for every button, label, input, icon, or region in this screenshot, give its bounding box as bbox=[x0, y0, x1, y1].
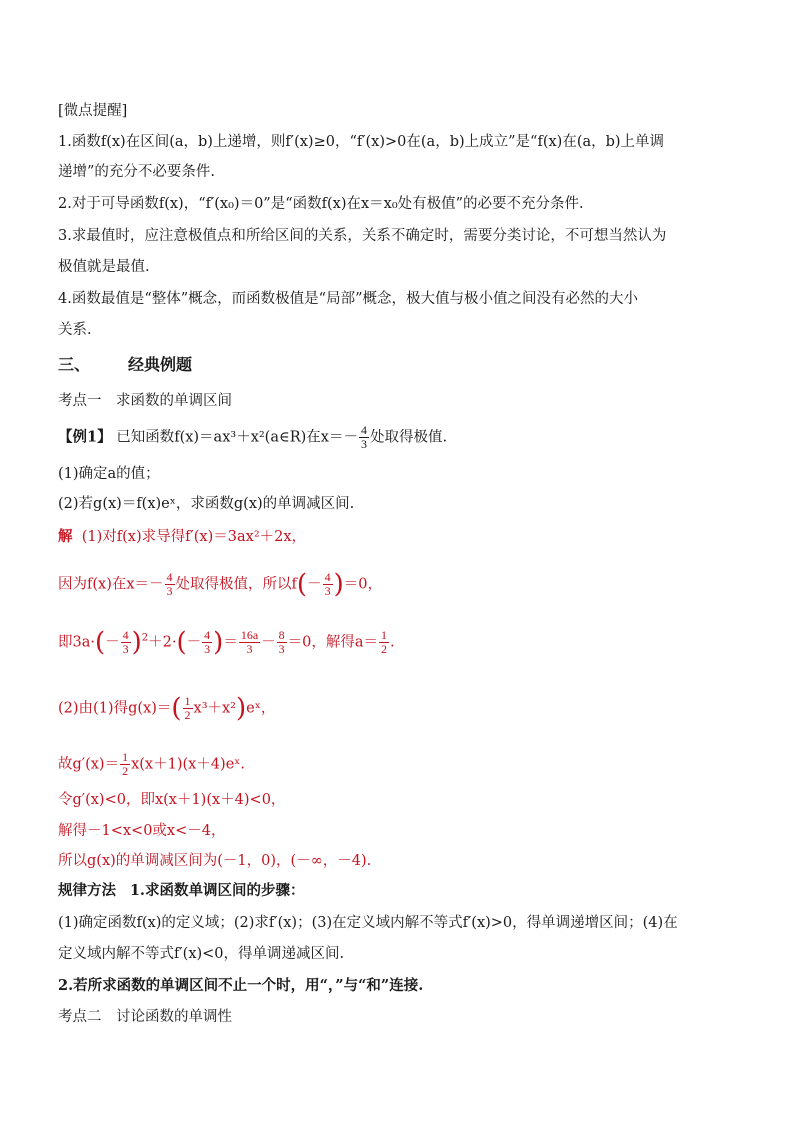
s3-frac-4 bbox=[277, 629, 287, 656]
fraction-numerator: 4 bbox=[360, 423, 367, 437]
s3-text-g: ＝0，解得a＝ bbox=[287, 634, 379, 651]
s4-frac bbox=[183, 695, 193, 722]
tip-4-line-2: 关系. bbox=[58, 322, 92, 338]
method-line-1: (1)确定函数f(x)的定义域；(2)求f′(x)；(3)在定义域内解不等式f′(x)>0，得单调递增区间；(4)在 bbox=[58, 915, 678, 931]
frac-num: 8 bbox=[278, 628, 285, 642]
tip-1-line-1: 1.函数f(x)在区间(a，b)上递增，则f′(x)≥0，“f′(x)>0在(a，b)上成立”是“f(x)在(a，b)上单调 bbox=[58, 134, 665, 150]
s3-frac-2 bbox=[202, 629, 212, 656]
s3-plus: ＋2· bbox=[148, 634, 177, 651]
method-line-3: 2.若所求函数的单调区间不止一个时，用“，”与“和”连接. bbox=[58, 977, 424, 994]
frac-num: 4 bbox=[204, 628, 211, 642]
method-line-2: 定义域内解不等式f′(x)<0，得单调递减区间. bbox=[58, 946, 345, 962]
s2-frac-1 bbox=[165, 571, 175, 598]
solution-step-4: (2)由(1)得g(x)＝( $\frac{1}{2}$ x³＋x²)eˣ， bbox=[58, 693, 276, 724]
solution-step-7: 解得－1<x<0或x<－4， bbox=[58, 823, 226, 839]
method-title: 1.求函数单调区间的步骤： bbox=[129, 882, 305, 899]
method-heading bbox=[58, 881, 724, 901]
s3-frac-1 bbox=[121, 629, 131, 656]
frac-num: 4 bbox=[324, 570, 331, 584]
s5-text-b: x(x＋1)(x＋4)eˣ. bbox=[131, 756, 246, 773]
s2-text-a: 因为f(x)在x＝－ bbox=[58, 576, 164, 593]
example-part-1: (1)确定a的值； bbox=[58, 466, 160, 482]
frac-den: 3 bbox=[204, 642, 211, 656]
s4-text-a: (2)由(1)得g(x)＝ bbox=[58, 700, 172, 717]
frac-den: 3 bbox=[122, 642, 129, 656]
solution-label: 解 bbox=[58, 528, 73, 545]
frac-num: 4 bbox=[122, 628, 129, 642]
method-label: 规律方法 bbox=[58, 882, 116, 899]
frac-num: 1 bbox=[184, 694, 191, 708]
solution-step-5 bbox=[58, 751, 724, 778]
section-title: 经典例题 bbox=[128, 355, 193, 374]
solution-step-2: 因为f(x)在x＝－ $\frac{4}{3}$ 处取得极值，所以f(－ $\frac{4}{3}$ )＝0， bbox=[58, 569, 382, 600]
s3-minus-1: － bbox=[105, 634, 120, 651]
frac-den: 3 bbox=[166, 584, 173, 598]
s2-text-d: ＝0， bbox=[343, 576, 382, 593]
solution-step-3: 即3a·(－ $\frac{4}{3}$ )$^2$＋2·(－ $\frac{4}{3}$ )＝ $\frac{16a}{3}$ － $\frac{8}{3}$ ＝0，解得a＝ $\frac{1}{2}$ . bbox=[58, 627, 395, 658]
example-label: 【例1】 bbox=[58, 428, 112, 446]
tip-3-line-2: 极值就是最值. bbox=[58, 259, 150, 275]
s3-minus-3: － bbox=[261, 634, 276, 651]
frac-den: 3 bbox=[278, 642, 285, 656]
s3-minus-2: － bbox=[186, 634, 202, 651]
tip-4-line-1: 4.函数最值是“整体”概念，而函数极值是“局部”概念，极大值与极小值之间没有必然的大小 bbox=[58, 291, 638, 307]
tip-2: 2.对于可导函数f(x)，“f′(x₀)＝0”是“函数f(x)在x＝x₀处有极值”的必要不充分条件. bbox=[58, 196, 584, 212]
s3-equals: ＝ bbox=[223, 634, 238, 651]
s3-frac-5 bbox=[379, 629, 389, 656]
solution-step-1-text: (1)对f(x)求导得f′(x)＝3ax²＋2x， bbox=[81, 529, 307, 545]
topic-2-title: 考点二 讨论函数的单调性 bbox=[58, 1009, 232, 1025]
topic-1-title: 考点一 求函数的单调区间 bbox=[58, 393, 232, 409]
frac-num: 4 bbox=[166, 570, 173, 584]
s4-text-c: eˣ， bbox=[246, 700, 276, 717]
frac-den: 2 bbox=[381, 642, 388, 656]
s2-frac-2 bbox=[323, 571, 333, 598]
s2-text-b: 处取得极值，所以f bbox=[175, 576, 297, 593]
s3-text-a: 即3a· bbox=[58, 634, 95, 651]
fraction-denominator: 3 bbox=[360, 437, 367, 451]
frac-den: 2 bbox=[122, 764, 129, 778]
frac-num: 16a bbox=[240, 628, 259, 642]
frac-den: 2 bbox=[184, 708, 191, 722]
s5-frac bbox=[120, 751, 130, 778]
example-text-before: 已知函数f(x)＝ax³＋x²(a∈R)在x＝－ bbox=[116, 429, 358, 446]
example-fraction bbox=[359, 424, 369, 451]
tips-header: [微点提醒] bbox=[58, 103, 128, 119]
tip-3-line-1: 3.求最值时，应注意极值点和所给区间的关系，关系不确定时，需要分类讨论，不可想当然认为 bbox=[58, 228, 667, 244]
s5-text-a: 故g′(x)＝ bbox=[58, 756, 120, 773]
frac-num: 1 bbox=[122, 750, 129, 764]
frac-den: 3 bbox=[246, 642, 253, 656]
solution-step-6: 令g′(x)<0，即x(x＋1)(x＋4)<0， bbox=[58, 792, 286, 808]
example-1-statement bbox=[58, 424, 724, 451]
section-heading bbox=[58, 355, 724, 375]
s3-period: . bbox=[390, 634, 395, 651]
solution-step-1 bbox=[58, 527, 724, 547]
example-part-2: (2)若g(x)＝f(x)eˣ，求函数g(x)的单调减区间. bbox=[58, 496, 355, 512]
s3-frac-3 bbox=[239, 629, 260, 656]
solution-step-8: 所以g(x)的单调减区间为(－1，0)，(－∞，－4). bbox=[58, 853, 372, 869]
frac-den: 3 bbox=[324, 584, 331, 598]
section-number: 三、 bbox=[58, 355, 91, 374]
frac-num: 1 bbox=[381, 628, 388, 642]
tip-1-line-2: 递增”的充分不必要条件. bbox=[58, 164, 216, 180]
example-text-after: 处取得极值. bbox=[369, 429, 448, 446]
s4-text-b: x³＋x² bbox=[193, 700, 236, 717]
s2-minus: － bbox=[307, 576, 322, 593]
